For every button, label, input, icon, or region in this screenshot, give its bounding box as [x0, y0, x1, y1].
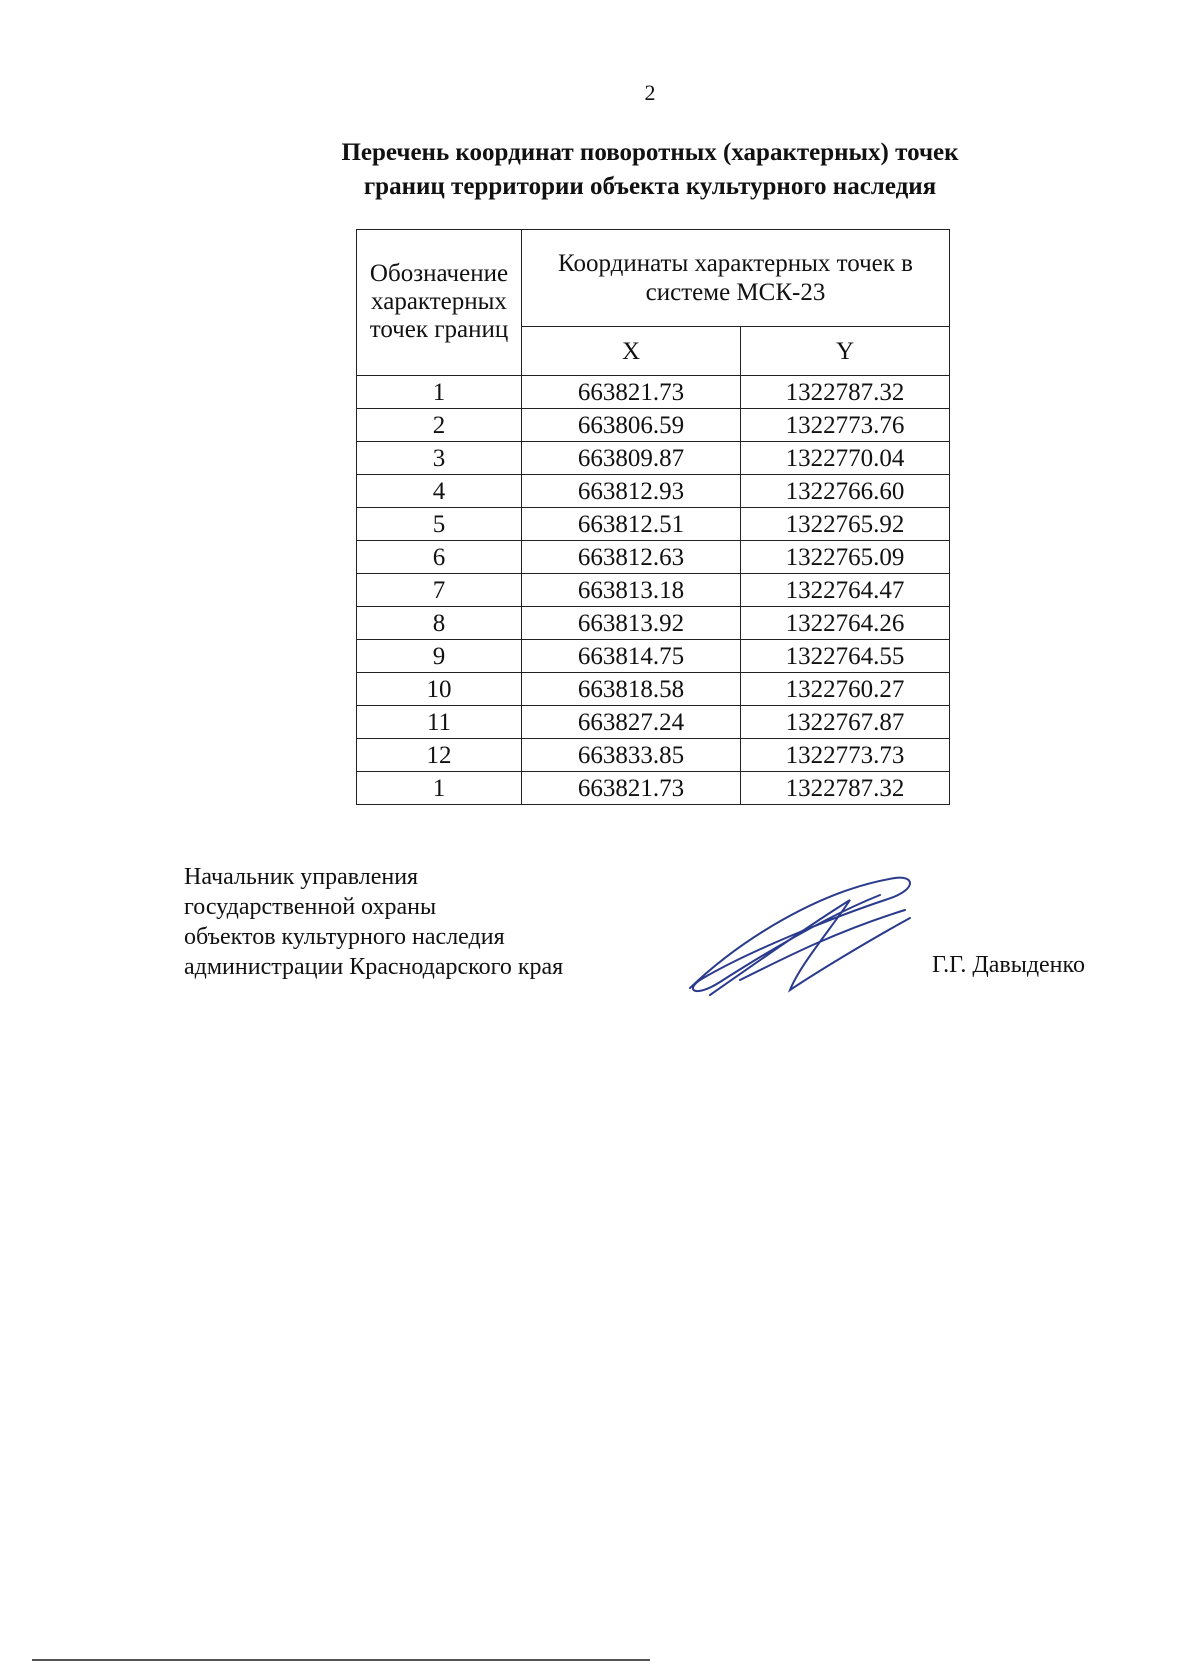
header-x: X: [522, 327, 741, 376]
table-row: [357, 607, 950, 640]
x-cell: 663809.87: [522, 442, 741, 475]
position-line-4: администрации Краснодарского края: [184, 954, 564, 980]
signature-block: [184, 862, 563, 982]
table-row: [357, 640, 950, 673]
y-cell: 1322773.76: [741, 409, 950, 442]
footer-divider: [32, 1659, 650, 1661]
x-cell: 663827.24: [522, 706, 741, 739]
point-cell: 9: [357, 640, 522, 673]
point-cell: 1: [357, 772, 522, 805]
y-cell: 1322766.60: [741, 475, 950, 508]
point-cell: 4: [357, 475, 522, 508]
point-cell: 12: [357, 739, 522, 772]
point-cell: 3: [357, 442, 522, 475]
y-cell: 1322770.04: [741, 442, 950, 475]
x-cell: 663813.18: [522, 574, 741, 607]
y-cell: 1322773.73: [741, 739, 950, 772]
y-cell: 1322787.32: [741, 376, 950, 409]
page-number: 2: [644, 80, 656, 105]
point-cell: 6: [357, 541, 522, 574]
x-cell: 663813.92: [522, 607, 741, 640]
document-title-line-2: границ территории объекта культурного наследия: [363, 173, 937, 200]
x-cell: 663812.93: [522, 475, 741, 508]
point-cell: 10: [357, 673, 522, 706]
y-cell: 1322765.92: [741, 508, 950, 541]
y-cell: 1322764.26: [741, 607, 950, 640]
header-y: Y: [741, 327, 950, 376]
x-cell: 663812.63: [522, 541, 741, 574]
x-cell: 663812.51: [522, 508, 741, 541]
table-row: [357, 475, 950, 508]
table-row: [357, 772, 950, 805]
y-cell: 1322764.55: [741, 640, 950, 673]
point-cell: 2: [357, 409, 522, 442]
point-cell: 8: [357, 607, 522, 640]
table-row: [357, 508, 950, 541]
position-line-2: государственной охраны: [184, 894, 437, 920]
table-row: [357, 541, 950, 574]
x-cell: 663821.73: [522, 772, 741, 805]
point-cell: 11: [357, 706, 522, 739]
y-cell: 1322767.87: [741, 706, 950, 739]
table-row: [357, 673, 950, 706]
table-row: [357, 739, 950, 772]
position-line-1: Начальник управления: [184, 864, 419, 890]
y-cell: 1322765.09: [741, 541, 950, 574]
coordinates-table: [356, 229, 950, 805]
point-cell: 1: [357, 376, 522, 409]
x-cell: 663806.59: [522, 409, 741, 442]
table-row: [357, 574, 950, 607]
x-cell: 663821.73: [522, 376, 741, 409]
handwritten-signature: [680, 870, 920, 1010]
y-cell: 1322764.47: [741, 574, 950, 607]
table-row: [357, 442, 950, 475]
x-cell: 663814.75: [522, 640, 741, 673]
coordinates-table-body: [357, 376, 950, 805]
table-row: [357, 409, 950, 442]
document-title: [300, 136, 1000, 204]
point-cell: 5: [357, 508, 522, 541]
header-point-label: Обозначение характерных точек границ: [357, 230, 522, 376]
document-title-line-1: Перечень координат поворотных (характерных) точек: [341, 139, 959, 166]
signatory-name: Г.Г. Давыденко: [932, 952, 1085, 978]
y-cell: 1322787.32: [741, 772, 950, 805]
x-cell: 663833.85: [522, 739, 741, 772]
y-cell: 1322760.27: [741, 673, 950, 706]
header-coordinates: Координаты характерных точек в системе МСК-23: [522, 230, 950, 327]
table-row: [357, 376, 950, 409]
x-cell: 663818.58: [522, 673, 741, 706]
position-line-3: объектов культурного наследия: [184, 924, 505, 950]
table-row: [357, 706, 950, 739]
point-cell: 7: [357, 574, 522, 607]
